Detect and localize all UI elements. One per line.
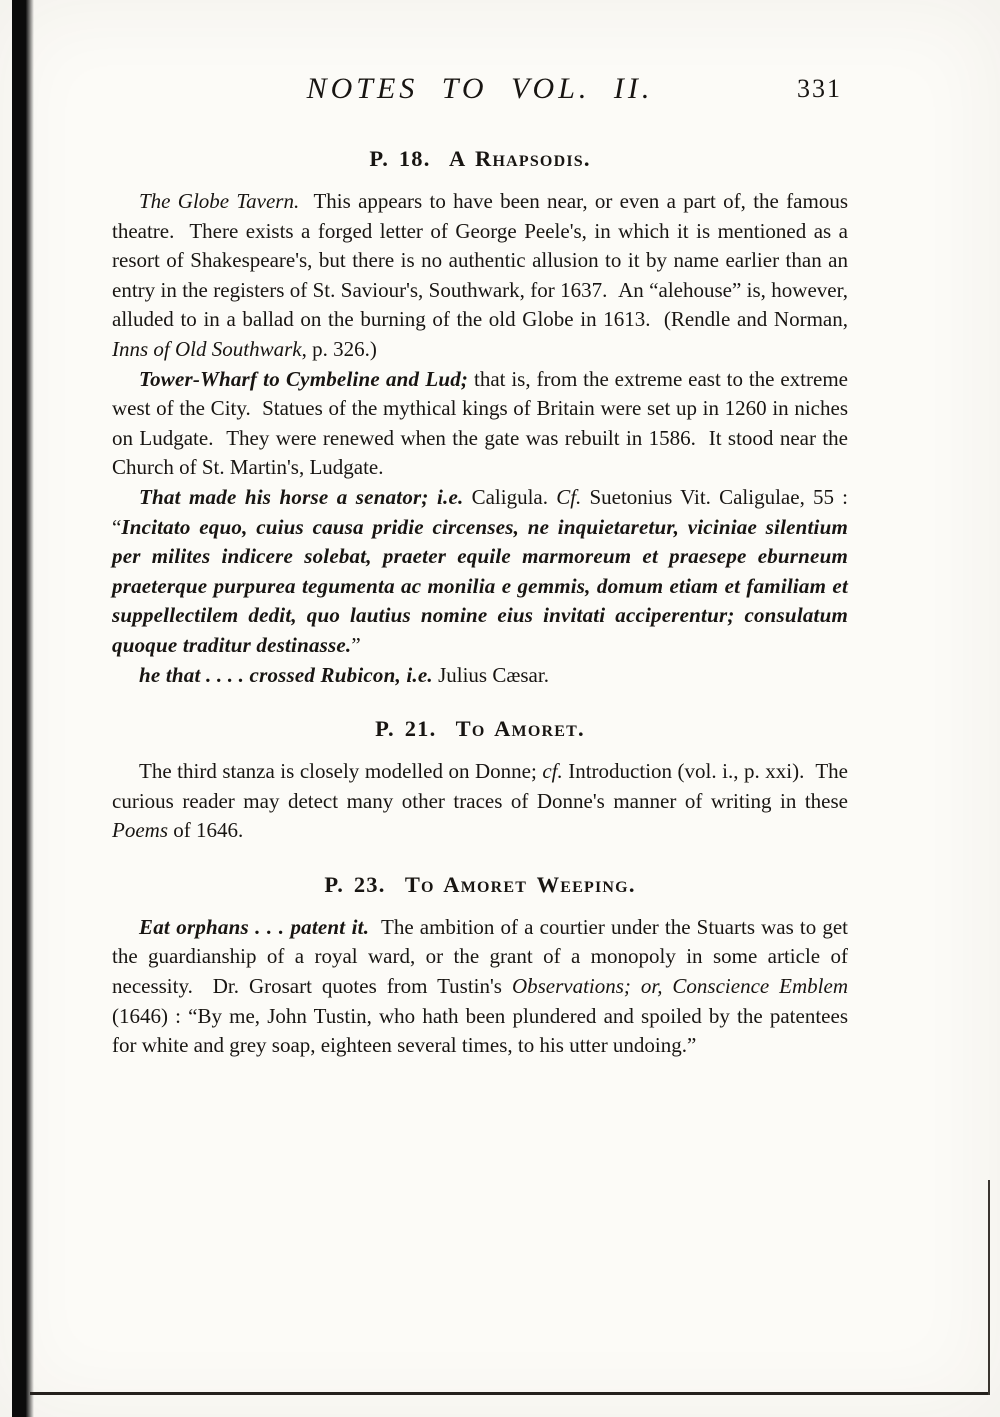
text-run: The ambition of a courtier under the Stuarts was to get the guardianship of a royal ward, or the grant of a monopoly in some article of necessity. Dr. Grosart quotes from Tustin's (112, 914, 848, 999)
paragraph (112, 187, 848, 365)
text-run: That made his horse a senator; i.e. (139, 484, 464, 509)
scan-right-edge-line (988, 1180, 990, 1395)
page-content (112, 72, 848, 1061)
paragraph (112, 365, 848, 483)
text-run: Introduction (vol. i., p. xxi). The curious reader may detect many other traces of Donne's manner of writing in these (112, 759, 848, 813)
scan-binding-edge (12, 0, 34, 1417)
text-run: Incitato equo, cuius causa pridie circenses, ne inquietaretur, viciniae silentium per milites indicere solebat, praeter equile marmoreum et praesepe eburneum praeterque purpurea tegumenta ac monilia e gemmis, domum etiam et familiam et suppellectilem dedit, quo lautius nomine eius invitati acciperentur; consulatum quoque traditur destinasse. (112, 514, 848, 657)
text-run: Observations; or, Conscience Emblem (511, 974, 848, 999)
running-head (112, 72, 848, 124)
text-run: he that . . . . crossed Rubicon, i.e. (139, 662, 433, 687)
running-title: NOTES TO VOL. II. (306, 72, 654, 105)
text-run: Caligula. (463, 484, 557, 509)
text-run: Cf. (556, 484, 582, 509)
text-run: ” (351, 632, 361, 657)
page-number: 331 (797, 74, 842, 103)
text-run: , p. 326.) (301, 336, 377, 361)
paragraph (112, 757, 848, 846)
section-heading: P. 18. A Rhapsodis. (369, 146, 591, 171)
section-heading: P. 23. To Amoret Weeping. (324, 871, 636, 897)
scan-bottom-edge-line (30, 1392, 988, 1395)
paragraph (112, 913, 848, 1061)
text-run: cf. (542, 759, 563, 784)
text-run: Tower-Wharf to Cymbeline and Lud; (139, 366, 469, 391)
text-run: Inns of Old Southwark (112, 336, 302, 361)
text-run: that is, from the extreme east to the extreme west of the City. Statues of the mythical kings of Britain were set up in 1260 in niches on Ludgate. They were renewed when the gate was rebuilt in 1586. It stood near the Church of St. Martin's, Ludgate. (112, 366, 848, 480)
paragraph (112, 661, 848, 691)
text-run: Julius Cæsar. (432, 662, 549, 687)
text-run: of 1646. (168, 818, 244, 843)
text-run: The third stanza is closely modelled on Donne; (139, 759, 543, 784)
text-run: The Globe Tavern. (139, 189, 300, 213)
page-body (112, 146, 848, 1061)
text-run: This appears to have been near, or even a part of, the famous theatre. There exists a forged letter of George Peele's, in which it is mentioned as a resort of Shakespeare's, but there is no authentic allusion to it by name earlier than an entry in the registers of St. Saviour's, Southwark, for 1637. An “alehouse” is, however, alluded to in a ballad on the burning of the old Globe in 1613. (Rendle and Norman, (112, 189, 848, 332)
section-heading: P. 21. To Amoret. (375, 716, 585, 742)
text-run: (1646) : “By me, John Tustin, who hath been plundered and spoiled by the patentees for white and grey soap, eighteen several times, to his utter undoing.” (112, 1003, 848, 1058)
text-run: Eat orphans . . . patent it. (139, 914, 370, 939)
text-run: Suetonius Vit. Caligulae, 55 : “ (112, 484, 849, 539)
text-run: Poems (112, 818, 168, 843)
paragraph (112, 483, 848, 661)
